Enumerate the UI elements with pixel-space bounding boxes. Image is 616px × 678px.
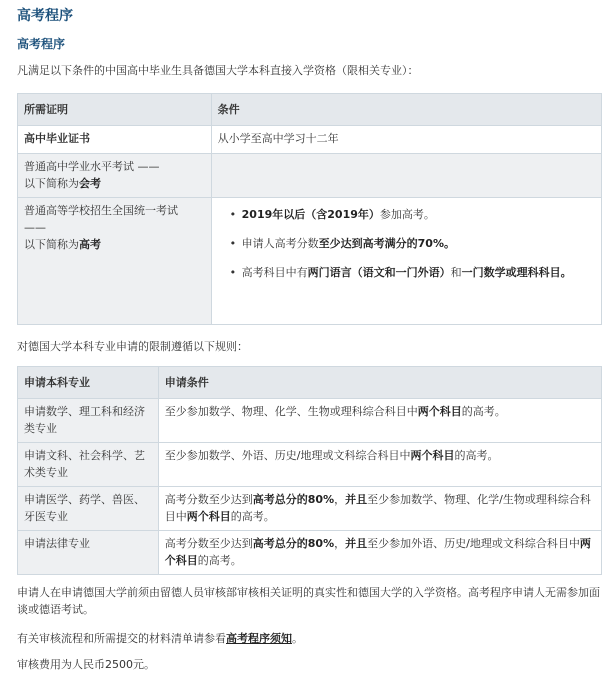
section-title: 高考程序 xyxy=(17,37,66,51)
rules-intro-text: 对德国大学本科专业申请的限制遵循以下规则： xyxy=(17,340,248,353)
table-header-row xyxy=(18,367,602,399)
table-cell-major: 申请医学、药学、兽医、牙医专业 xyxy=(18,487,159,531)
guide-link[interactable]: 高考程序须知 xyxy=(226,632,292,645)
majors-table xyxy=(17,366,602,575)
table-cell-major: 申请法律专业 xyxy=(18,531,159,575)
table-cell-condition: 至少参加数学、物理、化学、生物或理科综合科目中两个科目的高考。 xyxy=(158,399,601,443)
label-bold: 高考 xyxy=(79,238,101,251)
table-cell-label: 高中毕业证书 xyxy=(18,126,212,154)
table-cell-condition: 至少参加数学、外语、历史/地理或文科综合科目中两个科目的高考。 xyxy=(158,443,601,487)
intro-text: 凡满足以下条件的中国高中毕业生具备德国大学本科直接入学资格（限相关专业）： xyxy=(17,64,419,77)
label-text: 以下简称为 xyxy=(24,238,79,251)
table-row xyxy=(18,399,602,443)
table-header-cell: 条件 xyxy=(211,94,601,126)
table-row xyxy=(18,443,602,487)
requirements-table xyxy=(17,93,602,325)
table-cell-label xyxy=(18,154,212,198)
table-row xyxy=(18,487,602,531)
table-cell-value xyxy=(211,154,601,198)
list-item: • 2019年以后（含2019年）参加高考。 xyxy=(230,206,589,223)
list-item: • 高考科目中有两门语言（语文和一门外语）和一门数学或理科科目。 xyxy=(230,264,589,281)
label-bold: 会考 xyxy=(79,177,101,190)
table-row xyxy=(18,126,602,154)
table-row xyxy=(18,198,602,325)
label-text: —— xyxy=(24,221,46,234)
table-header-cell: 所需证明 xyxy=(18,94,212,126)
table-cell-label xyxy=(18,198,212,325)
list-item: • 申请人高考分数至少达到高考满分的70%。 xyxy=(230,235,589,252)
table-header-cell: 申请本科专业 xyxy=(18,367,159,399)
label-text: 普通高中学业水平考试 —— xyxy=(24,160,160,173)
conditions-list xyxy=(218,202,595,281)
footer-paragraph: 申请人在申请德国大学前须由留德人员审核部审核相关证明的真实性和德国大学的入学资格。高考程序申请人无需参加面谈或德语考试。 xyxy=(17,586,600,616)
table-cell-major: 申请数学、理工科和经济类专业 xyxy=(18,399,159,443)
table-row xyxy=(18,154,602,198)
table-row xyxy=(18,531,602,575)
table-cell-condition: 高考分数至少达到高考总分的80%，并且至少参加数学、物理、化学/生物或理科综合科目中两个科目的高考。 xyxy=(158,487,601,531)
table-header-cell: 申请条件 xyxy=(158,367,601,399)
label-text: 以下简称为 xyxy=(24,177,79,190)
footer-paragraph: 有关审核流程和所需提交的材料清单请参看高考程序须知。 xyxy=(17,632,303,645)
page-title: 高考程序 xyxy=(17,8,73,24)
label-text: 普通高等学校招生全国统一考试 xyxy=(24,204,178,217)
table-cell-condition: 高考分数至少达到高考总分的80%，并且至少参加外语、历史/地理或文科综合科目中两个科目的高考。 xyxy=(158,531,601,575)
table-header-row xyxy=(18,94,602,126)
table-cell-value xyxy=(211,198,601,325)
fee-text: 审核费用为人民币2500元。 xyxy=(17,658,155,671)
table-cell-major: 申请文科、社会科学、艺术类专业 xyxy=(18,443,159,487)
table-cell-value: 从小学至高中学习十二年 xyxy=(211,126,601,154)
